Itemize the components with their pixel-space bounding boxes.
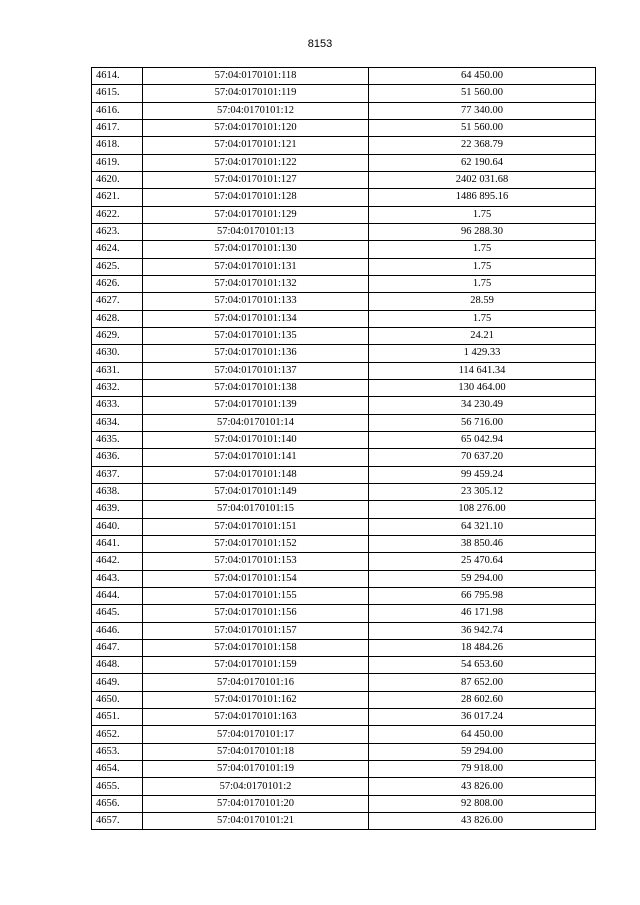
cadastral-value-cell: 1.75 (369, 310, 596, 327)
cadastral-value-cell: 114 641.34 (369, 362, 596, 379)
cadastral-value-cell: 46 171.98 (369, 605, 596, 622)
cadastral-value-cell: 108 276.00 (369, 501, 596, 518)
cadastral-number-cell: 57:04:0170101:12 (143, 102, 369, 119)
table-row (92, 137, 596, 154)
cadastral-value-cell: 2402 031.68 (369, 171, 596, 188)
table-row (92, 587, 596, 604)
cadastral-number-cell: 57:04:0170101:15 (143, 501, 369, 518)
cadastral-number-cell: 57:04:0170101:16 (143, 674, 369, 691)
cadastral-number-cell: 57:04:0170101:128 (143, 189, 369, 206)
cadastral-value-cell: 99 459.24 (369, 466, 596, 483)
cadastral-value-cell: 18 484.26 (369, 639, 596, 656)
row-number-cell: 4645. (92, 605, 143, 622)
table-row (92, 483, 596, 500)
cadastral-number-cell: 57:04:0170101:140 (143, 431, 369, 448)
cadastral-value-cell: 34 230.49 (369, 397, 596, 414)
table-row (92, 431, 596, 448)
cadastral-value-cell: 36 017.24 (369, 709, 596, 726)
table-row (92, 795, 596, 812)
cadastral-value-cell: 59 294.00 (369, 743, 596, 760)
cadastral-number-cell: 57:04:0170101:121 (143, 137, 369, 154)
cadastral-value-cell: 28 602.60 (369, 691, 596, 708)
cadastral-number-cell: 57:04:0170101:155 (143, 587, 369, 604)
row-number-cell: 4628. (92, 310, 143, 327)
table-row (92, 68, 596, 85)
cadastral-number-cell: 57:04:0170101:118 (143, 68, 369, 85)
table-row (92, 223, 596, 240)
row-number-cell: 4624. (92, 241, 143, 258)
cadastral-value-cell: 1.75 (369, 241, 596, 258)
cadastral-value-cell: 43 826.00 (369, 778, 596, 795)
row-number-cell: 4657. (92, 813, 143, 830)
cadastral-number-cell: 57:04:0170101:13 (143, 223, 369, 240)
cadastral-value-cell: 64 321.10 (369, 518, 596, 535)
table-row (92, 518, 596, 535)
row-number-cell: 4653. (92, 743, 143, 760)
cadastral-value-cell: 77 340.00 (369, 102, 596, 119)
row-number-cell: 4639. (92, 501, 143, 518)
row-number-cell: 4641. (92, 535, 143, 552)
cadastral-number-cell: 57:04:0170101:137 (143, 362, 369, 379)
row-number-cell: 4620. (92, 171, 143, 188)
row-number-cell: 4630. (92, 345, 143, 362)
cadastral-number-cell: 57:04:0170101:139 (143, 397, 369, 414)
table-row (92, 501, 596, 518)
row-number-cell: 4615. (92, 85, 143, 102)
cadastral-number-cell: 57:04:0170101:18 (143, 743, 369, 760)
table-row (92, 813, 596, 830)
cadastral-value-cell: 56 716.00 (369, 414, 596, 431)
cadastral-value-cell: 1.75 (369, 206, 596, 223)
table-row (92, 709, 596, 726)
table-row (92, 414, 596, 431)
table-row (92, 397, 596, 414)
cadastral-value-cell: 96 288.30 (369, 223, 596, 240)
cadastral-value-cell: 87 652.00 (369, 674, 596, 691)
table-row (92, 466, 596, 483)
table-row (92, 449, 596, 466)
row-number-cell: 4655. (92, 778, 143, 795)
table-row (92, 657, 596, 674)
cadastral-number-cell: 57:04:0170101:151 (143, 518, 369, 535)
row-number-cell: 4649. (92, 674, 143, 691)
cadastral-value-cell: 1.75 (369, 258, 596, 275)
cadastral-number-cell: 57:04:0170101:17 (143, 726, 369, 743)
row-number-cell: 4634. (92, 414, 143, 431)
table-row (92, 275, 596, 292)
row-number-cell: 4643. (92, 570, 143, 587)
cadastral-number-cell: 57:04:0170101:127 (143, 171, 369, 188)
row-number-cell: 4625. (92, 258, 143, 275)
cadastral-value-cell: 64 450.00 (369, 726, 596, 743)
table-row (92, 535, 596, 552)
cadastral-number-cell: 57:04:0170101:157 (143, 622, 369, 639)
table-row (92, 553, 596, 570)
row-number-cell: 4635. (92, 431, 143, 448)
row-number-cell: 4627. (92, 293, 143, 310)
cadastral-number-cell: 57:04:0170101:152 (143, 535, 369, 552)
row-number-cell: 4626. (92, 275, 143, 292)
table-row (92, 726, 596, 743)
cadastral-number-cell: 57:04:0170101:158 (143, 639, 369, 656)
row-number-cell: 4652. (92, 726, 143, 743)
table-row (92, 761, 596, 778)
table-row (92, 639, 596, 656)
row-number-cell: 4618. (92, 137, 143, 154)
table-row (92, 189, 596, 206)
table-row (92, 778, 596, 795)
row-number-cell: 4633. (92, 397, 143, 414)
row-number-cell: 4617. (92, 119, 143, 136)
cadastral-number-cell: 57:04:0170101:162 (143, 691, 369, 708)
table-row (92, 310, 596, 327)
cadastral-value-cell: 1.75 (369, 275, 596, 292)
cadastral-number-cell: 57:04:0170101:154 (143, 570, 369, 587)
row-number-cell: 4637. (92, 466, 143, 483)
cadastral-value-cell: 25 470.64 (369, 553, 596, 570)
cadastral-number-cell: 57:04:0170101:141 (143, 449, 369, 466)
row-number-cell: 4640. (92, 518, 143, 535)
cadastral-number-cell: 57:04:0170101:21 (143, 813, 369, 830)
row-number-cell: 4651. (92, 709, 143, 726)
table-row (92, 691, 596, 708)
cadastral-number-cell: 57:04:0170101:130 (143, 241, 369, 258)
table-row (92, 345, 596, 362)
row-number-cell: 4656. (92, 795, 143, 812)
cadastral-value-cell: 51 560.00 (369, 119, 596, 136)
cadastral-number-cell: 57:04:0170101:19 (143, 761, 369, 778)
cadastral-value-table (91, 67, 596, 830)
cadastral-number-cell: 57:04:0170101:2 (143, 778, 369, 795)
cadastral-value-cell: 66 795.98 (369, 587, 596, 604)
cadastral-number-cell: 57:04:0170101:163 (143, 709, 369, 726)
page-number: 8153 (307, 38, 333, 50)
cadastral-number-cell: 57:04:0170101:119 (143, 85, 369, 102)
row-number-cell: 4631. (92, 362, 143, 379)
table-row (92, 605, 596, 622)
cadastral-number-cell: 57:04:0170101:149 (143, 483, 369, 500)
row-number-cell: 4650. (92, 691, 143, 708)
cadastral-value-cell: 28.59 (369, 293, 596, 310)
cadastral-value-cell: 70 637.20 (369, 449, 596, 466)
cadastral-value-cell: 79 918.00 (369, 761, 596, 778)
cadastral-number-cell: 57:04:0170101:129 (143, 206, 369, 223)
cadastral-value-cell: 36 942.74 (369, 622, 596, 639)
cadastral-number-cell: 57:04:0170101:156 (143, 605, 369, 622)
cadastral-number-cell: 57:04:0170101:136 (143, 345, 369, 362)
row-number-cell: 4642. (92, 553, 143, 570)
table-row (92, 674, 596, 691)
cadastral-number-cell: 57:04:0170101:122 (143, 154, 369, 171)
cadastral-number-cell: 57:04:0170101:138 (143, 379, 369, 396)
cadastral-value-cell: 64 450.00 (369, 68, 596, 85)
cadastral-number-cell: 57:04:0170101:131 (143, 258, 369, 275)
table-row (92, 327, 596, 344)
cadastral-value-cell: 65 042.94 (369, 431, 596, 448)
table-row (92, 241, 596, 258)
row-number-cell: 4654. (92, 761, 143, 778)
table-row (92, 102, 596, 119)
row-number-cell: 4647. (92, 639, 143, 656)
table-row (92, 743, 596, 760)
table-row (92, 206, 596, 223)
table-row (92, 258, 596, 275)
cadastral-number-cell: 57:04:0170101:20 (143, 795, 369, 812)
cadastral-value-cell: 1486 895.16 (369, 189, 596, 206)
cadastral-value-cell: 38 850.46 (369, 535, 596, 552)
table-row (92, 570, 596, 587)
cadastral-number-cell: 57:04:0170101:153 (143, 553, 369, 570)
cadastral-number-cell: 57:04:0170101:148 (143, 466, 369, 483)
row-number-cell: 4616. (92, 102, 143, 119)
row-number-cell: 4614. (92, 68, 143, 85)
row-number-cell: 4636. (92, 449, 143, 466)
table-row (92, 171, 596, 188)
row-number-cell: 4629. (92, 327, 143, 344)
table-row (92, 154, 596, 171)
table-row (92, 379, 596, 396)
row-number-cell: 4632. (92, 379, 143, 396)
table-row (92, 622, 596, 639)
cadastral-value-cell: 130 464.00 (369, 379, 596, 396)
table-row (92, 85, 596, 102)
table-row (92, 119, 596, 136)
table-row (92, 362, 596, 379)
cadastral-value-cell: 62 190.64 (369, 154, 596, 171)
cadastral-number-cell: 57:04:0170101:159 (143, 657, 369, 674)
cadastral-number-cell: 57:04:0170101:14 (143, 414, 369, 431)
cadastral-number-cell: 57:04:0170101:135 (143, 327, 369, 344)
cadastral-value-cell: 23 305.12 (369, 483, 596, 500)
cadastral-value-cell: 1 429.33 (369, 345, 596, 362)
cadastral-value-cell: 54 653.60 (369, 657, 596, 674)
cadastral-value-cell: 59 294.00 (369, 570, 596, 587)
cadastral-number-cell: 57:04:0170101:133 (143, 293, 369, 310)
row-number-cell: 4648. (92, 657, 143, 674)
cadastral-value-cell: 22 368.79 (369, 137, 596, 154)
row-number-cell: 4644. (92, 587, 143, 604)
cadastral-value-cell: 24.21 (369, 327, 596, 344)
table-row (92, 293, 596, 310)
cadastral-value-cell: 43 826.00 (369, 813, 596, 830)
row-number-cell: 4622. (92, 206, 143, 223)
row-number-cell: 4623. (92, 223, 143, 240)
row-number-cell: 4646. (92, 622, 143, 639)
row-number-cell: 4621. (92, 189, 143, 206)
cadastral-number-cell: 57:04:0170101:132 (143, 275, 369, 292)
cadastral-value-cell: 92 808.00 (369, 795, 596, 812)
cadastral-number-cell: 57:04:0170101:120 (143, 119, 369, 136)
row-number-cell: 4619. (92, 154, 143, 171)
cadastral-value-cell: 51 560.00 (369, 85, 596, 102)
row-number-cell: 4638. (92, 483, 143, 500)
table-body (92, 68, 596, 830)
cadastral-number-cell: 57:04:0170101:134 (143, 310, 369, 327)
